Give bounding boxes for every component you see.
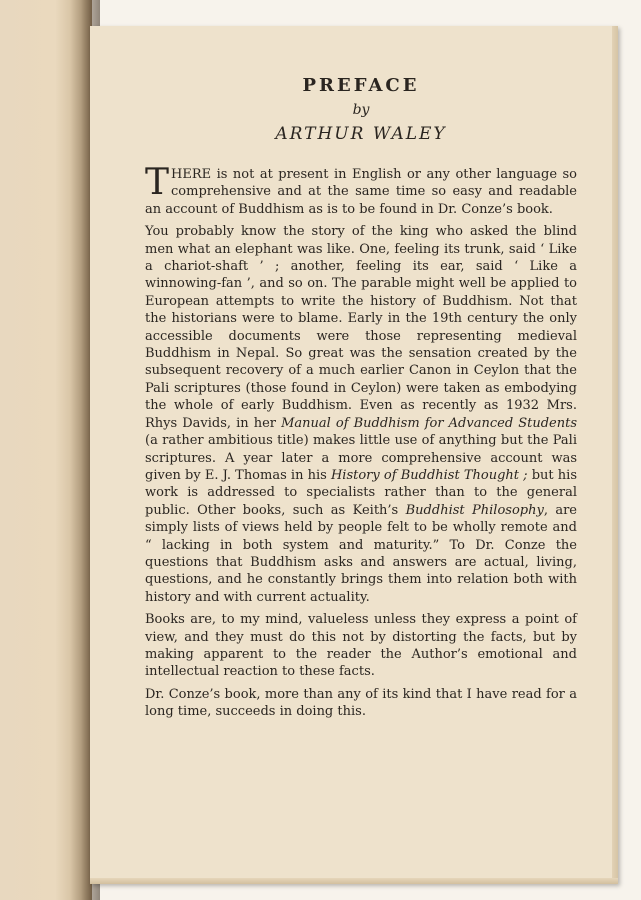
paragraph-3: Books are, to my mind, valueless unless they express a point of view, and they must do this not by distorting the facts, but by making apparent to the reader the Author’s emotional and intellectual reaction to these facts. [145, 612, 577, 680]
drop-cap: T [145, 162, 170, 203]
paragraph-2-part-b: (a rather ambitious title) makes little use of anything but the Pali scriptures. A year later a more comprehensive account was given by E. J. Thomas in his [145, 433, 577, 483]
paragraph-2 [145, 223, 577, 606]
book-title-buddhist-philosophy: Buddhist Philosophy [405, 502, 544, 518]
page-content [145, 72, 577, 726]
byline-by: by [352, 102, 370, 118]
page-title: PREFACE [302, 75, 420, 96]
book-title-history-of-buddhist-thought: History of Buddhist Thought ; [330, 467, 528, 483]
paragraph-1-text: HERE is not at present in English or any other language so comprehensive and at the same time so easy and readable an account of Buddhism as is to be found in Dr. Conze’s book. [145, 167, 577, 217]
author-name: ARTHUR WALEY [275, 124, 447, 144]
preface-body [145, 162, 577, 721]
paragraph-1 [145, 162, 577, 218]
paragraph-2-part-d: , are simply lists of views held by people felt to be wholly remote and “ lacking in both system and maturity.” To Dr. Conze the questions that Buddhism asks and answers are actual, living, questions, and he constantly brings them into relation both with history and with current actuality. [145, 502, 577, 605]
book-title-manual-of-buddhism: Manual of Buddhism for Advanced Students [281, 415, 577, 431]
page-fore-edge [612, 26, 618, 884]
page-bottom-edge [90, 878, 618, 884]
right-page [90, 26, 618, 884]
paragraph-2-part-c: but his work is addressed to specialists rather than to the general public. Other books, such as Keith’s [145, 467, 577, 518]
paragraph-2-part-a: You probably know the story of the king who asked the blind men what an elephant was like. One, feeling its trunk, said ‘ Like a chariot-shaft ’ ; another, feeling its ear, said ‘ Like a winnowing-fan ’, and so on. The parable might well be applied to European attempts to write the history of Buddhism. Not that the historians were to blame. Early in the 19th century the only accessible documents were those representing medieval Buddhism in Nepal. So great was the sensation created by the subsequent recovery of a much earlier Canon in Ceylon that the Pali scriptures (those found in Ceylon) were taken as embodying the whole of early Buddhism. Even as recently as 1932 Mrs. Rhys Davids, in her [145, 224, 577, 431]
paragraph-4: Dr. Conze’s book, more than any of its kind that I have read for a long time, succeeds in doing this. [145, 686, 577, 720]
